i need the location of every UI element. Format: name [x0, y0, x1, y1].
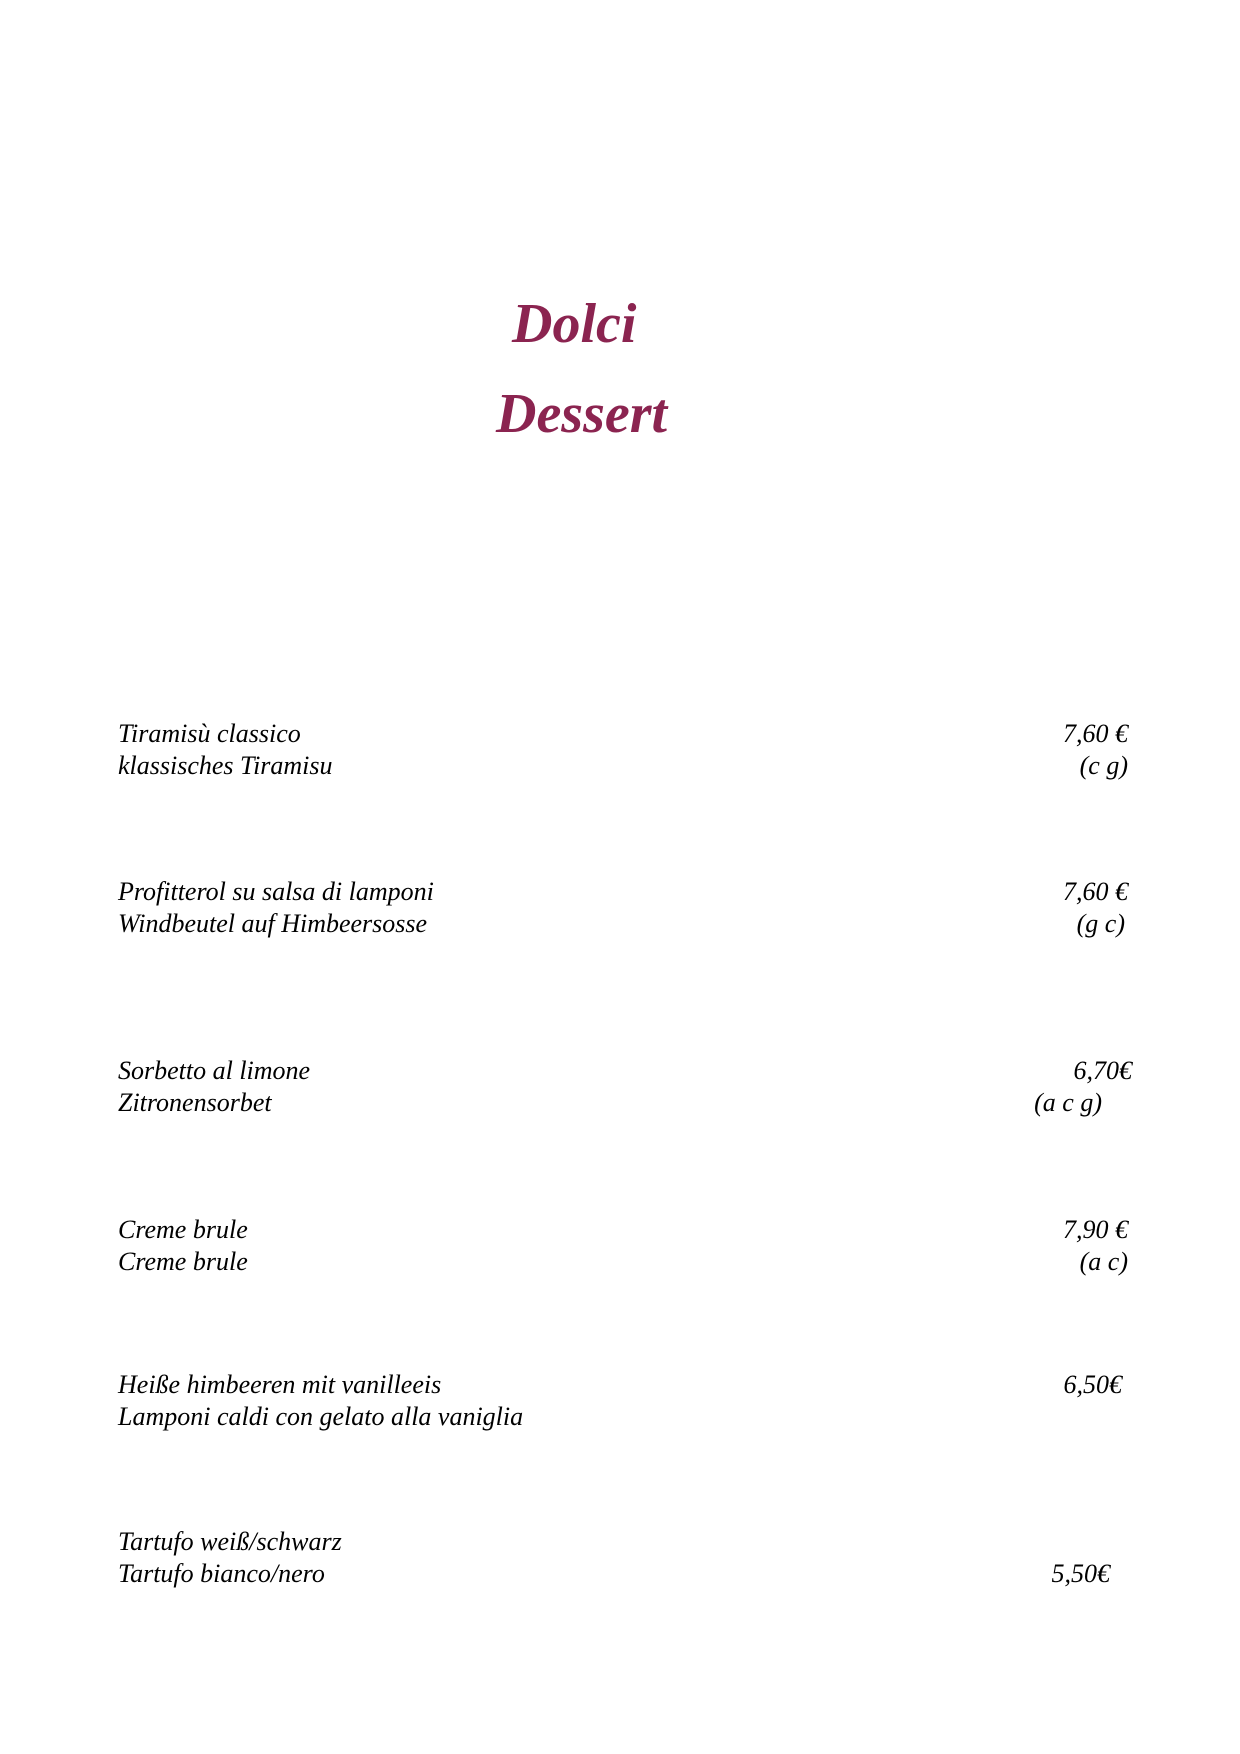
item-price: 6,50€	[1063, 1370, 1122, 1399]
item-allergens: (a c)	[1079, 1247, 1128, 1276]
item-name-italian: Creme brule	[118, 1215, 248, 1244]
item-name-italian: Profitterol su salsa di lamponi	[118, 877, 434, 906]
item-name-italian: Heiße himbeeren mit vanilleeis	[118, 1370, 442, 1399]
menu-item	[118, 1055, 1132, 1127]
item-name-italian: Sorbetto al limone	[118, 1056, 311, 1085]
item-name-german: Tartufo bianco/nero	[118, 1559, 325, 1588]
item-price: 7,60 €	[1063, 877, 1128, 906]
menu-item	[118, 1214, 1128, 1286]
item-price: 6,70€	[1073, 1056, 1132, 1085]
item-allergens: (a c g)	[1034, 1088, 1102, 1117]
item-price: 7,60 €	[1063, 719, 1128, 748]
item-allergens: (c g)	[1079, 751, 1128, 780]
item-allergens: (g c)	[1076, 909, 1125, 938]
item-price: 7,90 €	[1063, 1215, 1128, 1244]
item-name-german: Lamponi caldi con gelato alla vaniglia	[118, 1402, 524, 1431]
item-name-german: klassisches Tiramisu	[118, 751, 333, 780]
item-name-italian: Tartufo weiß/schwarz	[118, 1527, 342, 1556]
item-price: 5,50€	[1051, 1559, 1110, 1588]
menu-title-german: Dessert	[496, 383, 668, 445]
menu-item	[118, 1369, 1128, 1441]
menu-item	[118, 1526, 1128, 1598]
menu-item	[118, 876, 1128, 948]
item-name-italian: Tiramisù classico	[118, 719, 301, 748]
menu-item	[118, 718, 1128, 790]
menu-title-italian: Dolci	[512, 293, 637, 355]
item-name-german: Windbeutel auf Himbeersosse	[118, 909, 428, 938]
item-name-german: Zitronensorbet	[118, 1088, 272, 1117]
item-name-german: Creme brule	[118, 1247, 248, 1276]
